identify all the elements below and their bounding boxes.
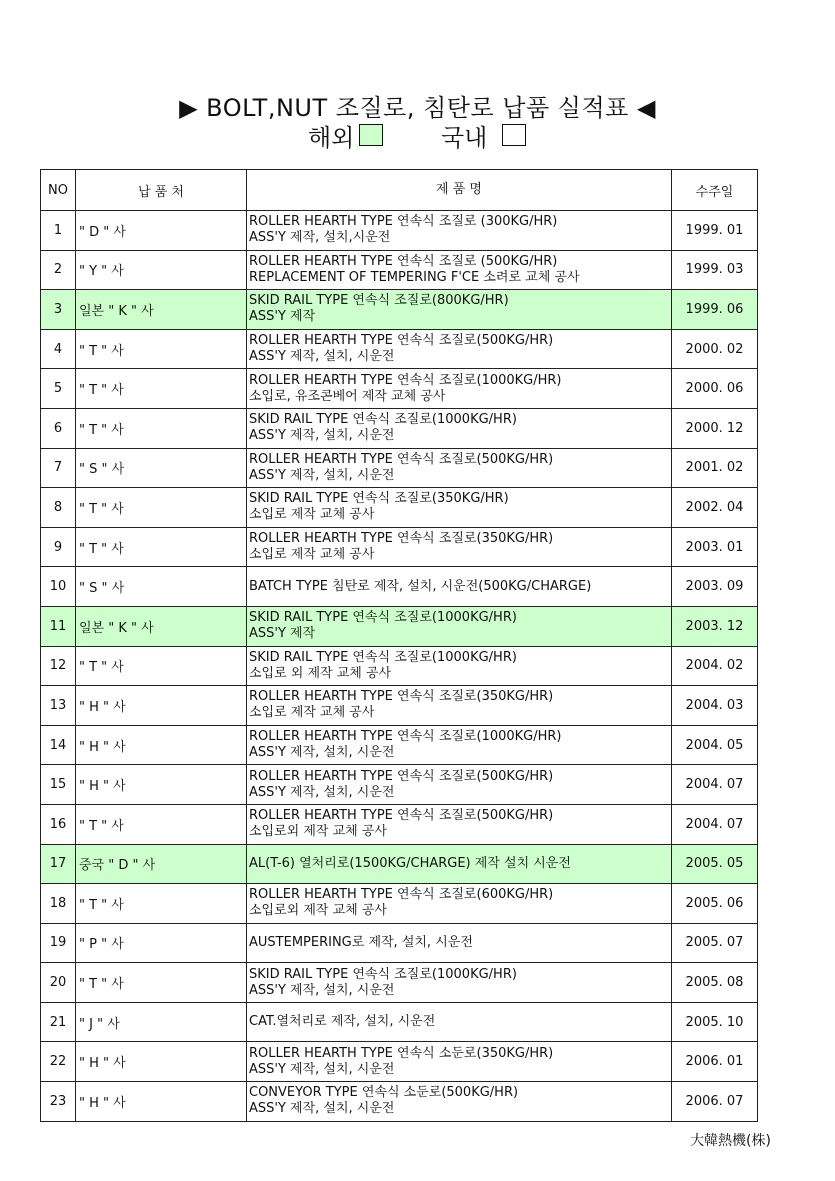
row-product (247, 725, 672, 765)
row-product (247, 488, 672, 528)
product-line: ROLLER HEARTH TYPE 연속식 조질로(600KG/HR) (249, 887, 554, 903)
table-row (41, 211, 758, 251)
row-no: 20 (41, 963, 76, 1003)
row-product (247, 527, 672, 567)
row-client: " H " 사 (76, 1082, 247, 1122)
row-product (247, 606, 672, 646)
product-line: SKID RAIL TYPE 연속식 조질로(1000KG/HR) (249, 966, 517, 982)
row-product (247, 211, 672, 251)
legend-overseas-swatch (359, 124, 383, 146)
product-line: ROLLER HEARTH TYPE 연속식 조질로(350KG/HR) (249, 689, 554, 705)
row-order-date: 2004. 07 (672, 804, 758, 844)
row-order-date: 2003. 01 (672, 527, 758, 567)
header-product: 제 품 명 (247, 170, 672, 211)
product-line: ASS'Y 제작, 설치, 시운전 (249, 784, 395, 800)
row-no: 8 (41, 488, 76, 528)
table-row (41, 844, 758, 884)
row-product (247, 290, 672, 330)
product-line: ROLLER HEARTH TYPE 연속식 조질로(500KG/HR) (249, 768, 554, 784)
product-line: ROLLER HEARTH TYPE 연속식 조질로(500KG/HR) (249, 451, 554, 467)
row-client: " P " 사 (76, 923, 247, 963)
header-client: 납 품 처 (76, 170, 247, 211)
row-order-date: 1999. 01 (672, 211, 758, 251)
row-client: " D " 사 (76, 211, 247, 251)
row-order-date: 2000. 12 (672, 408, 758, 448)
row-client: " T " 사 (76, 408, 247, 448)
table-row (41, 329, 758, 369)
row-no: 13 (41, 686, 76, 726)
table-header-row (41, 170, 758, 211)
table-row (41, 646, 758, 686)
row-client: " T " 사 (76, 963, 247, 1003)
product-line: SKID RAIL TYPE 연속식 조질로(350KG/HR) (249, 491, 509, 507)
table-row (41, 963, 758, 1003)
row-order-date: 2005. 05 (672, 844, 758, 884)
row-no: 12 (41, 646, 76, 686)
row-order-date: 2002. 04 (672, 488, 758, 528)
product-line: ASS'Y 제작, 설치, 시운전 (249, 1101, 395, 1117)
row-client: " T " 사 (76, 804, 247, 844)
row-product (247, 686, 672, 726)
product-line: 소입로외 제작 교체 공사 (249, 903, 387, 919)
table-row (41, 804, 758, 844)
table-row (41, 923, 758, 963)
table-row (41, 686, 758, 726)
product-line: CONVEYOR TYPE 연속식 소둔로(500KG/HR) (249, 1085, 519, 1101)
row-no: 2 (41, 250, 76, 290)
row-no: 9 (41, 527, 76, 567)
row-no: 19 (41, 923, 76, 963)
row-order-date: 2001. 02 (672, 448, 758, 488)
product-line: 소입로 제작 교체 공사 (249, 507, 375, 523)
table-row (41, 488, 758, 528)
row-product (247, 1082, 672, 1122)
row-client: " H " 사 (76, 765, 247, 805)
row-product (247, 804, 672, 844)
legend-domestic-label: 국내 (441, 124, 488, 152)
table-row (41, 1002, 758, 1042)
row-product (247, 567, 672, 607)
page-title: ▶ BOLT,NUT 조질로, 침탄로 납품 실적표 ◀ (179, 94, 656, 122)
row-no: 22 (41, 1042, 76, 1082)
row-order-date: 2004. 02 (672, 646, 758, 686)
row-product (247, 923, 672, 963)
row-order-date: 2000. 06 (672, 369, 758, 409)
table-row (41, 1042, 758, 1082)
row-client: " H " 사 (76, 725, 247, 765)
row-order-date: 2004. 03 (672, 686, 758, 726)
product-line: CAT.열처리로 제작, 설치, 시운전 (249, 1014, 436, 1030)
row-order-date: 2005. 10 (672, 1002, 758, 1042)
row-no: 1 (41, 211, 76, 251)
product-line: 소입로외 제작 교체 공사 (249, 824, 387, 840)
table-row (41, 369, 758, 409)
row-product (247, 250, 672, 290)
table-row (41, 1082, 758, 1122)
product-line: ROLLER HEARTH TYPE 연속식 조질로(1000KG/HR) (249, 372, 562, 388)
table-row (41, 725, 758, 765)
row-client: " S " 사 (76, 567, 247, 607)
product-line: ASS'Y 제작, 설치, 시운전 (249, 467, 395, 483)
product-line: ROLLER HEARTH TYPE 연속식 조질로 (500KG/HR) (249, 253, 558, 269)
row-order-date: 2000. 02 (672, 329, 758, 369)
product-line: SKID RAIL TYPE 연속식 조질로(1000KG/HR) (249, 610, 517, 626)
product-line: REPLACEMENT OF TEMPERING F'CE 소려로 교체 공사 (249, 269, 580, 285)
header-order-date: 수주일 (672, 170, 758, 211)
table-row (41, 765, 758, 805)
product-line: 소입로, 유조콘베어 제작 교체 공사 (249, 388, 446, 404)
row-no: 10 (41, 567, 76, 607)
row-product (247, 765, 672, 805)
delivery-record-table (40, 169, 758, 1122)
row-order-date: 2004. 07 (672, 765, 758, 805)
row-client: " H " 사 (76, 1042, 247, 1082)
row-client: 중국 " D " 사 (76, 844, 247, 884)
row-client: 일본 " K " 사 (76, 606, 247, 646)
row-product (247, 1042, 672, 1082)
row-product (247, 844, 672, 884)
row-order-date: 1999. 03 (672, 250, 758, 290)
product-line: 소입로 제작 교체 공사 (249, 705, 375, 721)
row-client: " J " 사 (76, 1002, 247, 1042)
row-no: 6 (41, 408, 76, 448)
row-product (247, 448, 672, 488)
row-no: 15 (41, 765, 76, 805)
row-product (247, 646, 672, 686)
product-line: AUSTEMPERING로 제작, 설치, 시운전 (249, 934, 473, 950)
row-no: 17 (41, 844, 76, 884)
row-client: 일본 " K " 사 (76, 290, 247, 330)
row-client: " T " 사 (76, 646, 247, 686)
row-client: " T " 사 (76, 884, 247, 924)
product-line: ASS'Y 제작, 설치, 시운전 (249, 745, 395, 761)
table-row (41, 527, 758, 567)
row-product (247, 408, 672, 448)
row-product (247, 1002, 672, 1042)
product-line: SKID RAIL TYPE 연속식 조질로(1000KG/HR) (249, 412, 517, 428)
row-no: 21 (41, 1002, 76, 1042)
row-order-date: 2003. 09 (672, 567, 758, 607)
product-line: SKID RAIL TYPE 연속식 조질로(1000KG/HR) (249, 649, 517, 665)
row-order-date: 2006. 07 (672, 1082, 758, 1122)
company-name: 大韓熱機(株) (690, 1133, 771, 1149)
table-row (41, 606, 758, 646)
row-order-date: 2004. 05 (672, 725, 758, 765)
row-product (247, 369, 672, 409)
table-row (41, 884, 758, 924)
table-row (41, 567, 758, 607)
product-line: ROLLER HEARTH TYPE 연속식 조질로(500KG/HR) (249, 333, 554, 349)
row-client: " S " 사 (76, 448, 247, 488)
row-product (247, 963, 672, 1003)
legend (0, 118, 835, 152)
product-line: 소입로 외 제작 교체 공사 (249, 665, 392, 681)
row-client: " T " 사 (76, 488, 247, 528)
row-client: " Y " 사 (76, 250, 247, 290)
row-order-date: 1999. 06 (672, 290, 758, 330)
legend-overseas-label: 해외 (308, 124, 355, 152)
product-line: ASS'Y 제작, 설치,시운전 (249, 230, 391, 246)
table-row (41, 448, 758, 488)
product-line: ASS'Y 제작 (249, 626, 316, 642)
row-product (247, 329, 672, 369)
row-order-date: 2005. 06 (672, 884, 758, 924)
table-body (41, 211, 758, 1122)
row-client: " T " 사 (76, 329, 247, 369)
table-row (41, 290, 758, 330)
table-row (41, 408, 758, 448)
product-line: ROLLER HEARTH TYPE 연속식 조질로(1000KG/HR) (249, 729, 562, 745)
product-line: ASS'Y 제작 (249, 309, 316, 325)
row-no: 16 (41, 804, 76, 844)
product-line: ASS'Y 제작, 설치, 시운전 (249, 349, 395, 365)
row-no: 7 (41, 448, 76, 488)
row-no: 3 (41, 290, 76, 330)
legend-domestic-swatch (502, 124, 526, 146)
product-line: BATCH TYPE 침탄로 제작, 설치, 시운전(500KG/CHARGE) (249, 578, 592, 594)
product-line: ASS'Y 제작, 설치, 시운전 (249, 1061, 395, 1077)
row-client: " H " 사 (76, 686, 247, 726)
row-no: 4 (41, 329, 76, 369)
product-line: ROLLER HEARTH TYPE 연속식 조질로(350KG/HR) (249, 531, 554, 547)
row-no: 5 (41, 369, 76, 409)
row-client: " T " 사 (76, 369, 247, 409)
row-no: 23 (41, 1082, 76, 1122)
product-line: ASS'Y 제작, 설치, 시운전 (249, 428, 395, 444)
row-order-date: 2005. 08 (672, 963, 758, 1003)
product-line: ROLLER HEARTH TYPE 연속식 조질로 (300KG/HR) (249, 214, 558, 230)
row-no: 18 (41, 884, 76, 924)
row-order-date: 2005. 07 (672, 923, 758, 963)
row-order-date: 2006. 01 (672, 1042, 758, 1082)
row-no: 11 (41, 606, 76, 646)
product-line: 소입로 제작 교체 공사 (249, 547, 375, 563)
row-order-date: 2003. 12 (672, 606, 758, 646)
product-line: ROLLER HEARTH TYPE 연속식 소둔로(350KG/HR) (249, 1045, 554, 1061)
table-row (41, 250, 758, 290)
row-no: 14 (41, 725, 76, 765)
product-line: ASS'Y 제작, 설치, 시운전 (249, 982, 395, 998)
product-line: ROLLER HEARTH TYPE 연속식 조질로(500KG/HR) (249, 808, 554, 824)
header-no: NO (41, 170, 76, 211)
product-line: AL(T-6) 열처리로(1500KG/CHARGE) 제작 설치 시운전 (249, 855, 571, 871)
product-line: SKID RAIL TYPE 연속식 조질로(800KG/HR) (249, 293, 509, 309)
row-client: " T " 사 (76, 527, 247, 567)
row-product (247, 884, 672, 924)
